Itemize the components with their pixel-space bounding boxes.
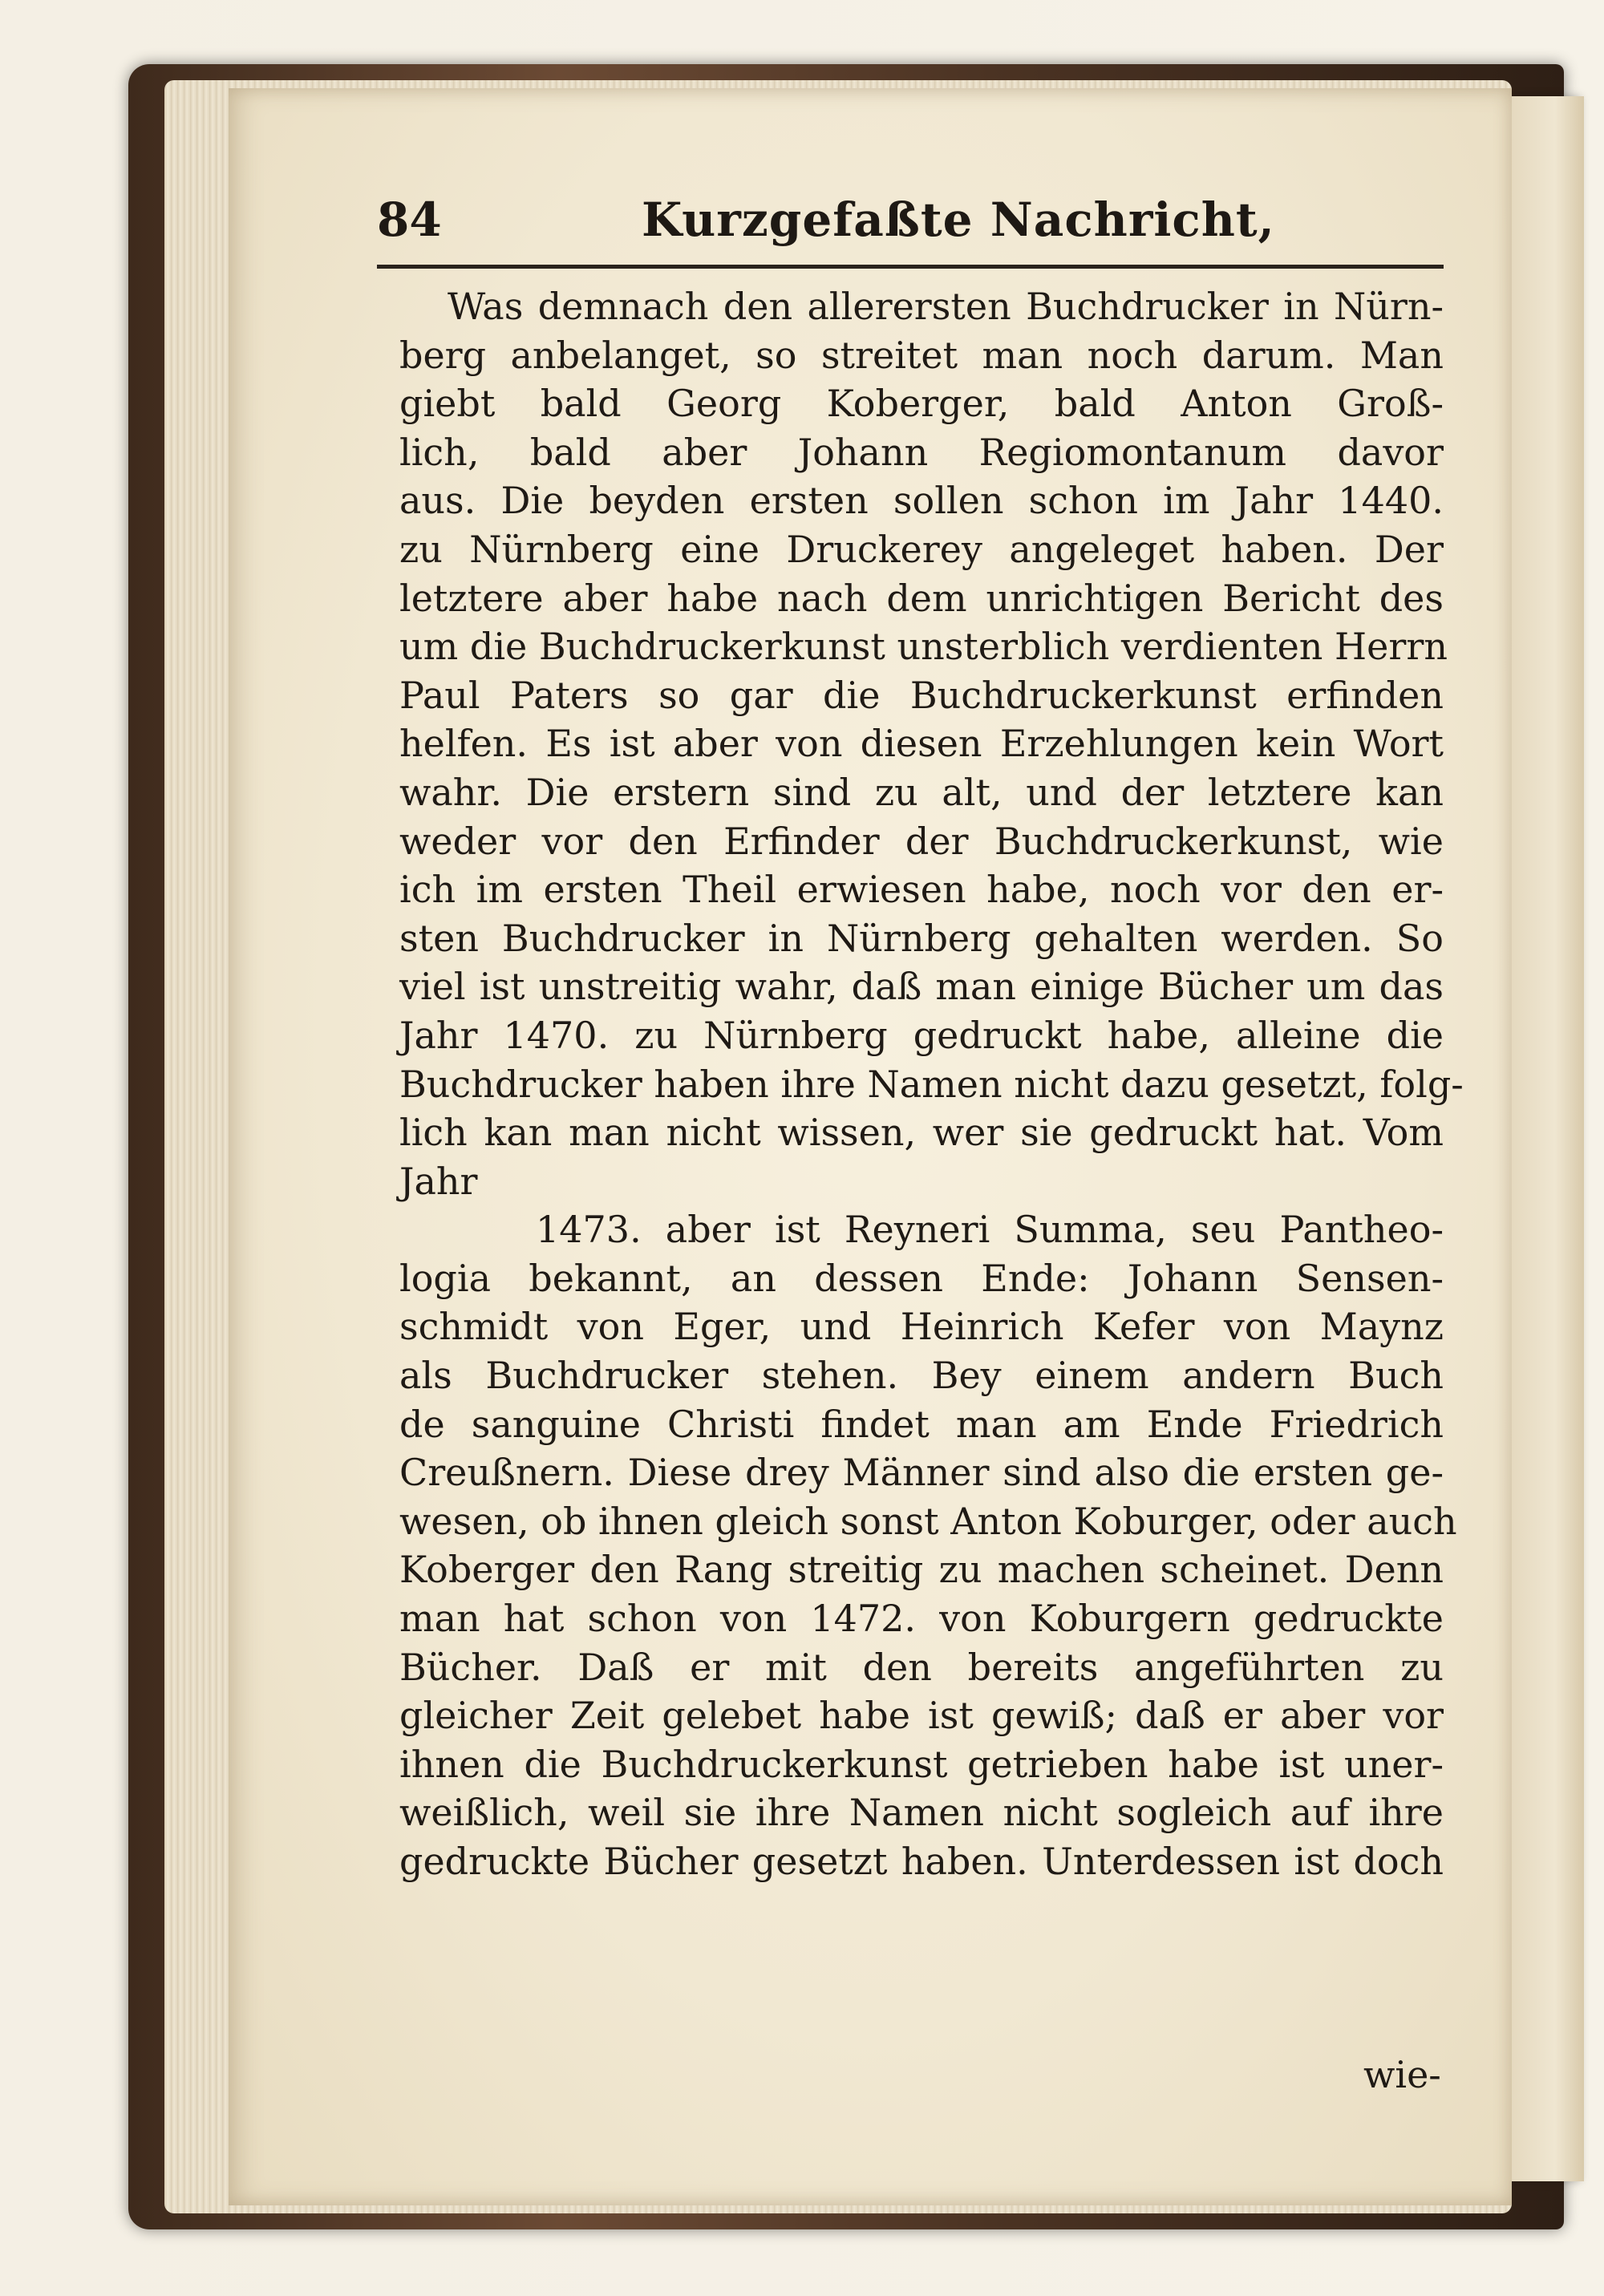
text-line: gedruckte Bücher gesetzt haben. Unterdessen ist doch xyxy=(399,1840,1444,1883)
text-line: Jahr xyxy=(399,1159,478,1203)
head-rule xyxy=(377,265,1444,269)
text-line: letztere aber habe nach dem unrichtigen Bericht des xyxy=(399,576,1444,620)
text-line: weißlich, weil sie ihre Namen nicht sogleich auf ihre xyxy=(399,1791,1444,1835)
text-line: als Buchdrucker stehen. Bey einem andern Buch xyxy=(399,1354,1444,1398)
text-line: Bücher. Daß er mit den bereits angeführten zu xyxy=(399,1645,1444,1689)
facing-page-edge xyxy=(1512,96,1584,2181)
text-line: de sanguine Christi findet man am Ende Friedrich xyxy=(399,1402,1444,1446)
text-line: Buchdrucker haben ihre Namen nicht dazu gesetzt, folg- xyxy=(399,1062,1464,1106)
text-line: Paul Paters so gar die Buchdruckerkunst erfinden xyxy=(399,673,1444,717)
text-line: wesen, ob ihnen gleich sonst Anton Koburger, oder auch xyxy=(399,1499,1457,1543)
page-number: 84 xyxy=(377,192,442,247)
text-line: giebt bald Georg Koberger, bald Anton Groß- xyxy=(399,382,1444,426)
text-line: Koberger den Rang streitig zu machen scheinet. Denn xyxy=(399,1548,1444,1592)
text-line: logia bekannt, an dessen Ende: Johann Sensen- xyxy=(399,1256,1444,1300)
text-line: ihnen die Buchdruckerkunst getrieben habe ist uner- xyxy=(399,1742,1444,1786)
text-line: Was demnach den allerersten Buchdrucker in Nürn- xyxy=(448,285,1444,328)
body-text xyxy=(399,282,1464,1886)
text-line: ich im ersten Theil erwiesen habe, noch vor den er- xyxy=(399,868,1444,912)
text-line: man hat schon von 1472. von Koburgern gedruckte xyxy=(399,1597,1444,1641)
catchword: wie- xyxy=(1363,2053,1441,2096)
text-line: um die Buchdruckerkunst unsterblich verdienten Herrn xyxy=(399,625,1448,669)
text-line: lich kan man nicht wissen, wer sie gedruckt hat. Vom xyxy=(399,1111,1444,1155)
text-line: berg anbelanget, so streitet man noch darum. Man xyxy=(399,333,1444,377)
text-line: 1473. aber ist Reyneri Summa, seu Pantheo- xyxy=(536,1208,1444,1252)
text-line: weder vor den Erfinder der Buchdruckerkunst, wie xyxy=(399,819,1444,863)
text-line: lich, bald aber Johann Regiomontanum davor xyxy=(399,430,1444,474)
text-line: viel ist unstreitig wahr, daß man einige Bücher um das xyxy=(399,965,1444,1009)
text-line: aus. Die beyden ersten sollen schon im Jahr 1440. xyxy=(399,479,1444,523)
running-head-title: Kurzgefaßte Nachricht, xyxy=(642,192,1275,247)
text-line: schmidt von Eger, und Heinrich Kefer von Maynz xyxy=(399,1305,1444,1349)
text-line: wahr. Die erstern sind zu alt, und der letztere kan xyxy=(399,770,1444,814)
text-line: Creußnern. Diese drey Männer sind also die ersten ge- xyxy=(399,1451,1444,1495)
text-line: Jahr 1470. zu Nürnberg gedruckt habe, alleine die xyxy=(399,1013,1444,1057)
text-line: gleicher Zeit gelebet habe ist gewiß; daß er aber vor xyxy=(399,1694,1444,1738)
text-line: sten Buchdrucker in Nürnberg gehalten werden. So xyxy=(399,916,1444,960)
text-line: helfen. Es ist aber von diesen Erzehlungen kein Wort xyxy=(399,722,1444,766)
running-head xyxy=(377,192,1444,257)
text-line: zu Nürnberg eine Druckerey angeleget haben. Der xyxy=(399,527,1444,571)
